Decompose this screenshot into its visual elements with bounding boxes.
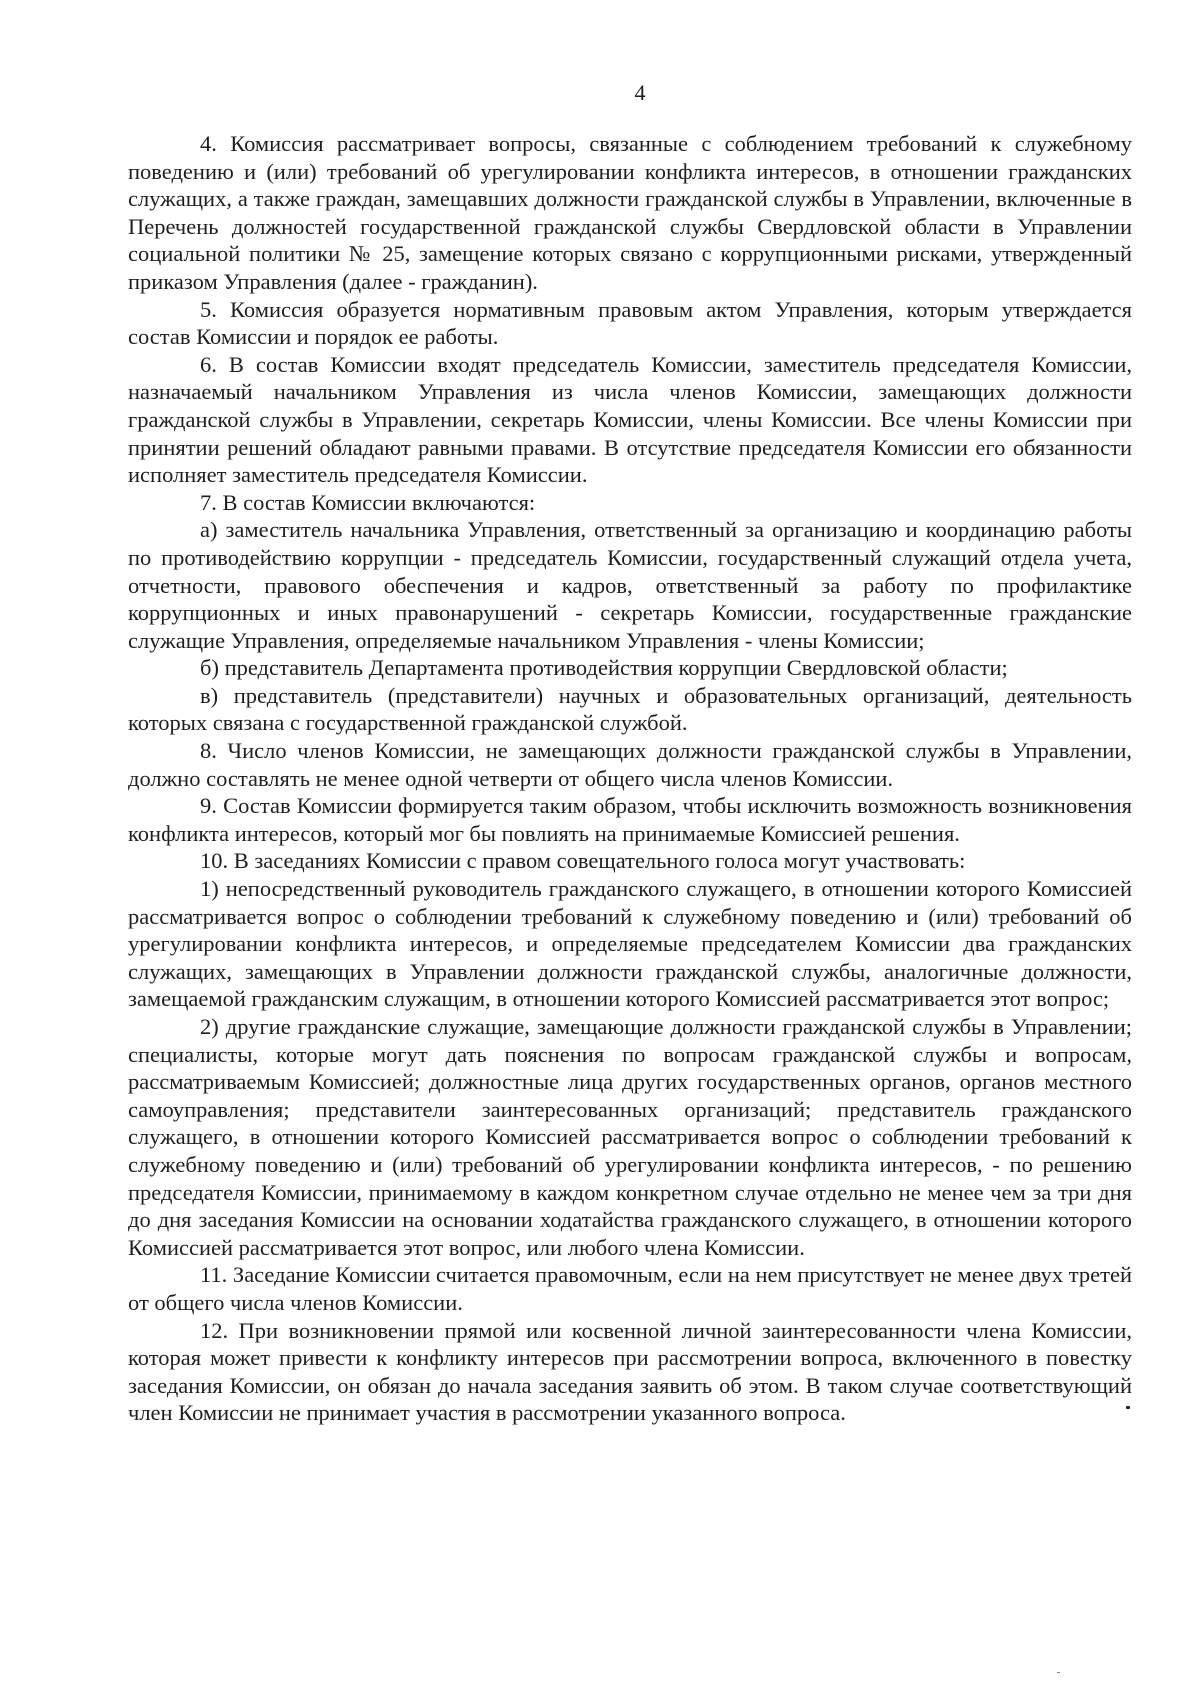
paragraph-7-v: в) представитель (представители) научных и образовательных организаций, деятельность которых связана с государственной гражданской службой. — [128, 682, 1132, 736]
paragraph-6: 6. В состав Комиссии входят председатель Комиссии, заместитель председателя Комиссии, назначаемый начальником Управления из числа членов Комиссии, замещающих должности гражданской службы в Управлении, секретарь Комиссии, члены Комиссии. Все члены Комиссии при принятии решений обладают равными правами. В отсутствие председателя Комиссии его обязанности исполняет заместитель председателя Комиссии. — [128, 351, 1132, 488]
page-number: 4 — [634, 80, 646, 105]
paragraph-5: 5. Комиссия образуется нормативным правовым актом Управления, которым утверждается состав Комиссии и порядок ее работы. — [128, 296, 1132, 350]
paragraph-11: 11. Заседание Комиссии считается правомочным, если на нем присутствует не менее двух третей от общего числа членов Комиссии. — [128, 1262, 1132, 1315]
paragraph-4: 4. Комиссия рассматривает вопросы, связанные с соблюдением требований к служебному поведению и (или) требований об урегулировании конфликта интересов, в отношении гражданских служащих, а также граждан, замещавших должности гражданской службы в Управлении, включенные в Перечень должностей государственной гражданской службы Свердловской области в Управлении социальной политики № 25, замещение которых связано с коррупционными рисками, утвержденный приказом Управления (далее - гражданин). — [128, 131, 1132, 294]
paragraph-7: 7. В состав Комиссии включаются: — [200, 489, 536, 515]
paragraph-7-b: б) представитель Департамента противодействия коррупции Свердловской области; — [200, 655, 1008, 681]
document-body — [128, 130, 1132, 1427]
paragraph-12: 12. При возникновении прямой или косвенной личной заинтересованности члена Комиссии, которая может привести к конфликту интересов при рассмотрении вопроса, включенного в повестку заседания Комиссии, он обязан до начала заседания заявить об этом. В таком случае соответствующий член Комиссии не принимает участия в рассмотрении указанного вопроса. — [128, 1317, 1132, 1426]
paragraph-7-a: а) заместитель начальника Управления, ответственный за организацию и координацию работы по противодействию коррупции - председатель Комиссии, государственный служащий отдела учета, отчетности, правового обеспечения и кадров, ответственный за работу по профилактике коррупционных и иных правонарушений - секретарь Комиссии, государственные гражданские служащие Управления, определяемые начальником Управления - члены Комиссии; — [128, 517, 1132, 653]
scan-speck — [1057, 1672, 1060, 1673]
paragraph-8: 8. Число членов Комиссии, не замещающих должности гражданской службы в Управлении, должно составлять не менее одной четверти от общего числа членов Комиссии. — [128, 738, 1132, 791]
scan-speck — [1126, 1406, 1130, 1409]
paragraph-10: 10. В заседаниях Комиссии с правом совещательного голоса могут участвовать: — [200, 848, 966, 874]
paragraph-10-2: 2) другие гражданские служащие, замещающие должности гражданской службы в Управлении; специалисты, которые могут дать пояснения по вопросам гражданской службы и вопросам, рассматриваемым Комиссией; должностные лица других государственных органов, органов местного самоуправления; представители заинтересованных организаций; представитель гражданского служащего, в отношении которого Комиссией рассматривается вопрос о соблюдении требований к служебному поведению и (или) требований об урегулировании конфликта интересов, - по решению председателя Комиссии, принимаемому в каждом конкретном случае отдельно не менее чем за три дня до дня заседания Комиссии на основании ходатайства гражданского служащего, в отношении которого Комиссией рассматривается этот вопрос, или любого члена Комиссии. — [128, 1014, 1132, 1260]
paragraph-10-1: 1) непосредственный руководитель гражданского служащего, в отношении которого Комиссией рассматривается вопрос о соблюдении требований к служебному поведению и (или) требований об урегулировании конфликта интересов, и определяемые председателем Комиссии два гражданских служащих, замещающих в Управлении должности гражданской службы, аналогичные должности, замещаемой гражданским служащим, в отношении которого Комиссией рассматривается этот вопрос; — [128, 876, 1132, 1012]
paragraph-9: 9. Состав Комиссии формируется таким образом, чтобы исключить возможность возникновения конфликта интересов, который мог бы повлиять на принимаемые Комиссией решения. — [128, 793, 1132, 846]
